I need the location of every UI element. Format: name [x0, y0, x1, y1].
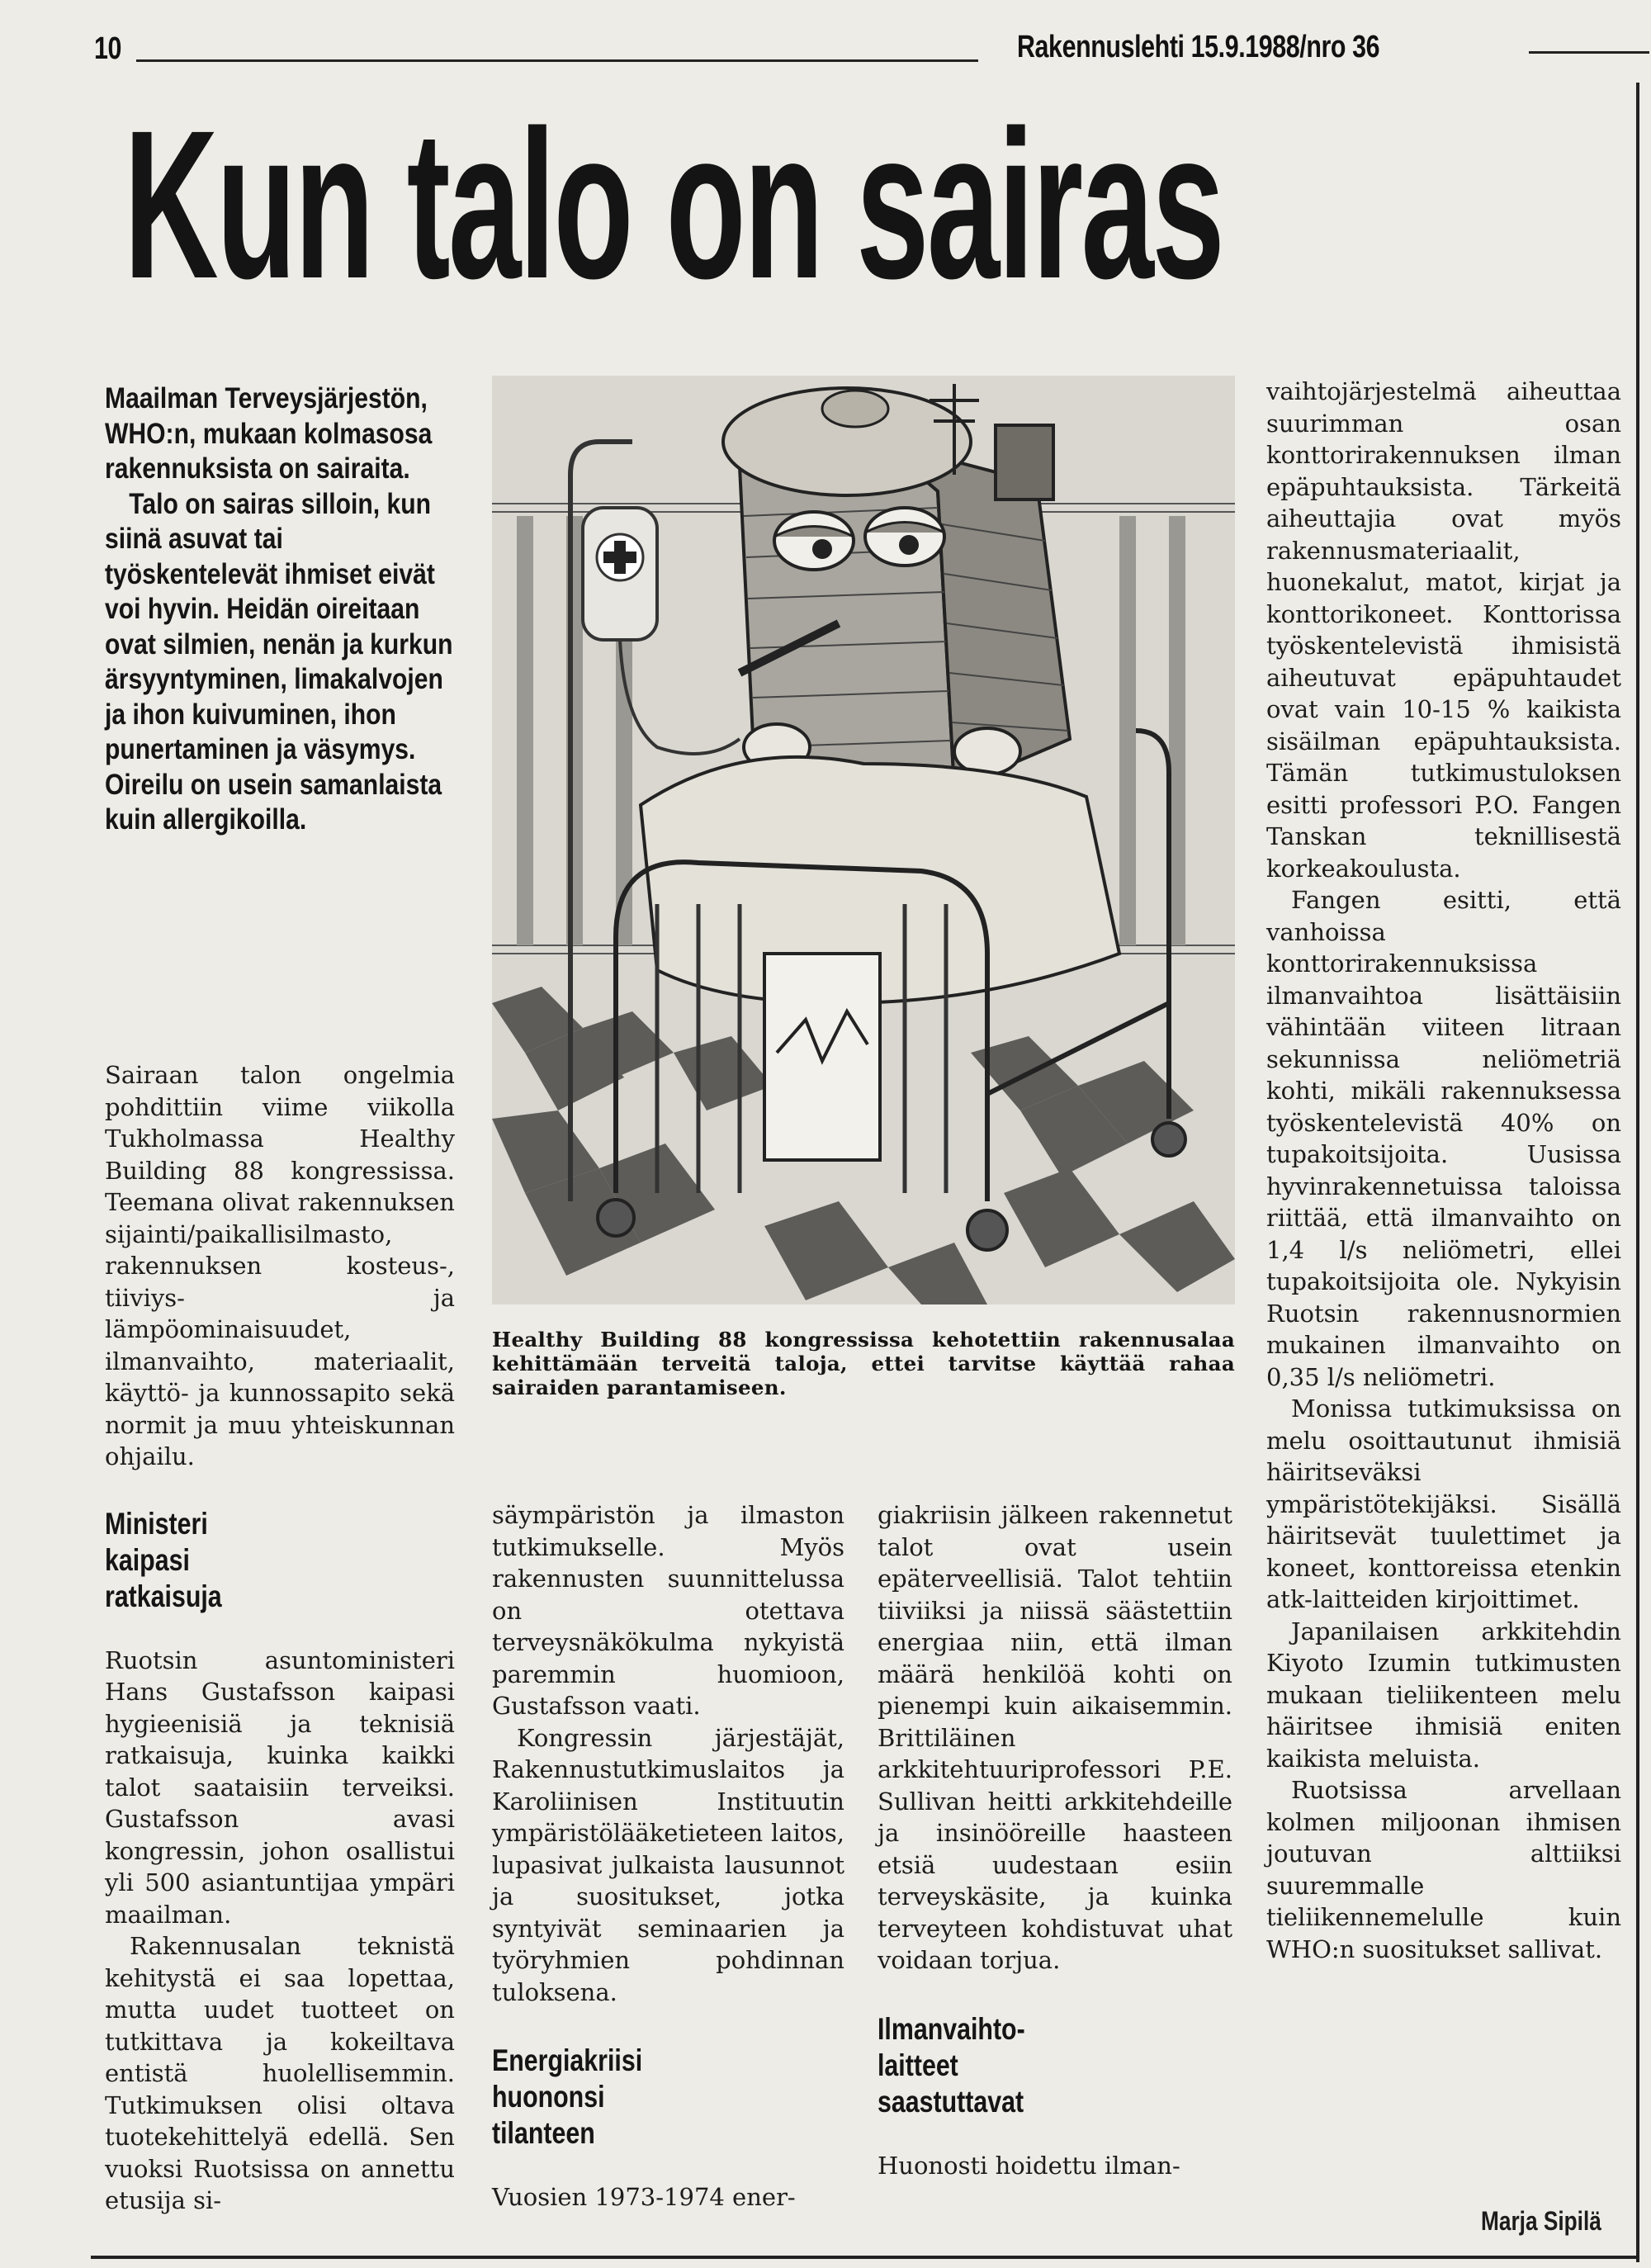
body-paragraph: Kongressin järjestäjät, Rakennustutkimuslaitos ja Karoliinisen Instituutin ympäristölääketieteen laitos, lupasivat julkaista lausunnot ja suositukset, jotka syntyivät seminaarien ja työryhmien pohdinnan tuloksena. [492, 1723, 844, 2006]
page-number: 10 [94, 31, 122, 66]
publication-info: Rakennuslehti 15.9.1988/nro 36 [1017, 30, 1380, 64]
body-paragraph: Fangen esitti, että vanhoissa konttorirakennuksissa ilmanvaihtoa lisättäisiin vähintään viiteen litraan sekunnissa neliömetriä kohti, mikäli rakennuksessa työskentelevistä 40% on tupakoitsijoita. Uusissa hyvinrakennetuissa taloissa riittää, että ilmanvaihto on 1,4 l/s neliömetri, ellei tupakoitsijoita ole. Nykyisin Ruotsin rakennusnormien mukainen ilmanvaihto on 0,35 l/s neliömetri. [1266, 886, 1621, 1391]
right-border-rule [1636, 83, 1639, 2262]
column-4 [1266, 376, 1621, 1965]
subheading-ilmanvaihtolaitteet: Ilmanvaihto- laitteet saastuttavat [878, 2011, 1025, 2119]
author-byline: Marja Sipilä [1481, 2206, 1601, 2236]
body-paragraph: giakriisin jälkeen rakennetut talot ovat usein epäterveellisiä. Talot tehtiin tiiviiksi ja niissä säästettiin energiaa niin, että ilman määrä henkilöä kohti on pienempi kuin aikaisemmin. Brittiläinen arkkitehtuuriprofessori P.E. Sullivan heitti arkkitehdeille ja insinööreille haasteen etsiä uudestaan esiin terveyskäsite, ja kuinka terveyteen kohdistuvat uhat voidaan torjua. [878, 1501, 1232, 1974]
body-paragraph: Ruotsin asuntoministeri Hans Gustafsson kaipasi hygieenisiä ja teknisiä ratkaisuja, kuinka kaikki talot saataisiin terveiksi. Gustafsson avasi kongressin, johon osallistui yli 500 asiantuntijaa ympäri maailman. [105, 1645, 455, 1929]
lead-paragraph: Maailman Terveysjärjestön, WHO:n, mukaan kolmasosa rakennuksista on sairaita. [105, 382, 433, 485]
body-paragraph: säympäristön ja ilmaston tutkimukselle. Myös rakennusten suunnittelussa on otettava terveysnäkökulma nykyistä paremmin huomioon, Gustafsson vaati. [492, 1501, 844, 1720]
body-paragraph: Ruotsissa arvellaan kolmen miljoonan ihmisen joutuvan alttiiksi suuremmalle tieliikennemelulle kuin WHO:n suositukset sallivat. [1266, 1776, 1621, 1963]
subheading-ministeri: Ministeri kaipasi ratkaisuja [105, 1506, 222, 1613]
headline: Kun talo on sairas [124, 87, 1223, 323]
body-paragraph: Vuosien 1973-1974 ener- [492, 2183, 796, 2211]
header-rule-left [136, 59, 978, 62]
body-paragraph: Monissa tutkimuksissa on melu osoittautunut ihmisiä häiritseväksi ympäristötekijäksi. Sisällä häiritsevät tuulettimet ja koneet, konttoreissa etenkin atk-laitteiden kirjoittimet. [1266, 1394, 1621, 1613]
column-1 [105, 1059, 455, 2217]
column-3 [878, 1499, 1232, 2181]
lead-intro [105, 381, 455, 838]
image-caption: Healthy Building 88 kongressissa kehotettiin rakennusalaa kehittämään terveitä taloja, ettei tarvitse käyttää rahaa sairaiden parantamiseen. [492, 1328, 1235, 1399]
body-paragraph: Sairaan talon ongelmia pohdittiin viime viikolla Tukholmassa Healthy Building 88 kongressissa. Teemana olivat rakennuksen sijainti/paikallisilmasto, rakennuksen kosteus-, tiiviys- ja lämpöominaisuudet, ilmanvaihto, materiaalit, käyttö- ja kunnossapito sekä normit ja muu yhteiskunnan ohjailu. [105, 1061, 455, 1470]
body-paragraph: Huonosti hoidettu ilman- [878, 2151, 1180, 2180]
body-paragraph: Japanilaisen arkkitehdin Kiyoto Izumin tutkimusten mukaan tieliikenteen melu häiritsee ihmisiä eniten kaikista meluista. [1266, 1617, 1621, 1773]
column-2 [492, 1499, 844, 2214]
sick-house-illustration [492, 376, 1235, 1304]
body-paragraph: vaihtojärjestelmä aiheuttaa suurimman osan konttorirakennuksen ilman epäpuhtauksista. Tärkeitä aiheuttajia ovat myös rakennusmateriaalit, huonekalut, matot, kirjat ja konttorikoneet. Konttorissa työskentelevistä ihmisistä aiheutuvat epäpuhtaudet ovat vain 10-15 % kaikista sisäilman epäpuhtauksista. Tämän tutkimustuloksen esitti professori P.O. Fangen Tanskan teknillisestä korkeakoulusta. [1266, 377, 1621, 883]
body-paragraph: Rakennusalan teknistä kehitystä ei saa lopettaa, mutta uudet tuotteet on tutkittava ja kokeiltava entistä huolellisemmin. Tutkimuksen olisi oltava tuotekehittelyä edellä. Sen vuoksi Ruotsissa on annettu etusija si- [105, 1932, 455, 2214]
header-rule-right [1529, 51, 1649, 54]
subheading-energiakriisi: Energiakriisi huononsi tilanteen [492, 2043, 643, 2150]
bottom-border-rule [91, 2256, 1639, 2259]
lead-paragraph: Talo on sairas silloin, kun siinä asuvat tai työskentelevät ihmiset eivät voi hyvin. Heidän oireitaan ovat silmien, nenän ja kurkun ärsyyntyminen, limakalvojen ja ihon kuivuminen, ihon punertaminen ja väsymys. Oireilu on usein samanlaista kuin allergikoilla. [105, 487, 453, 836]
